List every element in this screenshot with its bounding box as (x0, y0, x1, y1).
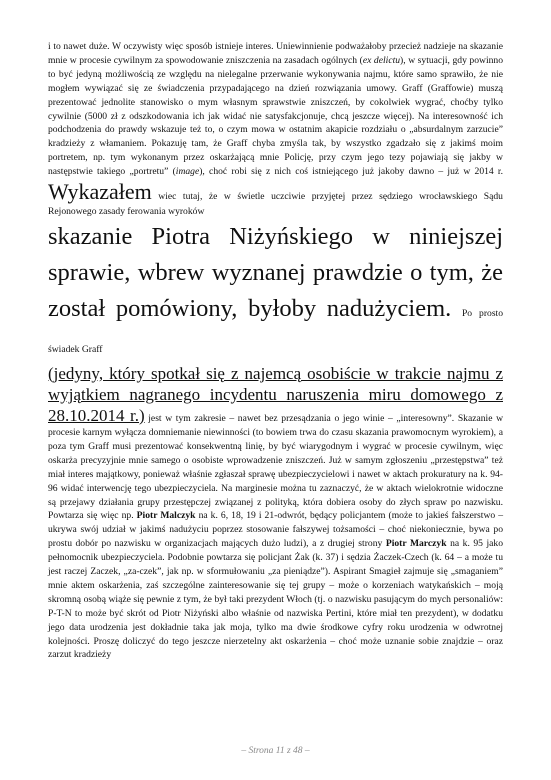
name-bold: Piotr Marczyk (385, 538, 447, 550)
paragraph: i to nawet duże. W oczywisty więc sposób istnieje interes. Uniewinnienie podważałoby przecież nadzieje na skazanie mnie w procesie cywilnym za spowodowanie zniszczenia na zasadach ogólnych (ex delictu), w sytuacji, gdy powinno to być jedyną możliwością ze względu na nielegalne przerwanie wykonywania najmu, które samo sprawiło, że nie mogłem wywiązać się ze świadczenia przypadającego na dzień rozwiązania umowy. Graff (Graffowie) muszą prezentować jednolite stanowisko o mym własnym sprawstwie zniszczeń, by cokolwiek wygrać, choćby tylko cywilnie (5000 zł z odszkodowania ich jak widać nie satysfakcjonuje, chcą jeszcze więcej). Na interesowność ich podchodzenia do prawdy wskazuje też to, o czym mowa w ostatnim akapicie rozdziału o „absurdalnym zarzucie” kradzieży z włamaniem. Pokazuję tam, że Graff chyba zmyśla tak, by wszystko zgadzało się z jakimś moim portretem, np. tym wykonanym przez oskarżającą mnie Policję, przy czym jego tezy pojawiają się jakby w następstwie takiego „portretu” (image), choć robi się z nich coś istniejącego już jakoby dawno – już w 2014 r. Wykazałem wiec tutaj, że w świetle uczciwie przyjętej przez sędziego wrocławskiego Sądu Rejonowego zasady ferowania wyroków (48, 41, 504, 218)
emphasis-heading: skazanie Piotra Niżyńskiego w niniejszej sprawie, wbrew wyznanej prawdzie o tym, że został pomówiony, byłoby nadużyciem. Po prosto świadek Graff (48, 222, 504, 355)
page-number: – Strona 11 z 48 – (241, 746, 310, 756)
name-bold: Piotr Malczyk (136, 510, 196, 522)
body-text (48, 40, 503, 662)
paragraph: (jedyny, który spotkał się z najemcą osobiście w trakcie najmu z wyjątkiem nagranego incydentu naruszenia miru domowego z 28.10.2014 r.) jest w tym zakresie – nawet bez przesądzania o jego winie – „interesowny”. Skazanie w procesie karnym wyłącza domniemanie niewinności (to bowiem trwa do czasu skazania prawomocnym wyrokiem), a poza tym Graff musi prezentować konsekwentną linię, by być wiarygodnym i wygrać w procesie cywilnym, więc oskarża precyzyjnie mnie samego o osobiste wprowadzenie zniszczeń. Już w samym zgłoszeniu „przestępstwa” też miał interes majątkowy, ponieważ właśnie zgłaszał sprawę ubezpieczycielowi i nawet w aktach prokuratury na k. 94-96 widać interwencję tego ubezpieczyciela. Na marginesie można tu zaznaczyć, że w aktach wielokrotnie widoczne są przejawy działania grupy przestępczej związanej z polityką, która dobiera osoby do złych spraw po nazwisku. Powtarza się więc np. Piotr Malczyk na k. 6, 18, 19 i 21-odwrót, będący policjantem (może to jakieś fałszerstwo – ukrywa swój udział w jakimś nadużyciu poprzez stosowanie fałszywej tożsamości – choć niekoniecznie, bywa po prostu dobór po nazwisku w organizacjach mających dużo ludzi), a z drugiej strony Piotr Marczyk na k. 95 jako pełnomocnik ubezpieczyciela. Podobnie powtarza się policjant Żak (k. 37) i sędzia Żaczek-Czech (k. 64 – a może tu jest raczej Zaczek, „za-czek”, jak np. w sformułowaniu „za pieniądze”). Aspirant Smagieł zajmuje się „smaganiem” mnie aktem oskarżenia, zaś szczególne zainteresowanie się tej grupy – może o korzeniach watykańskich – moją skromną osobą wiąże się pewnie z tym, że był taki prezydent Włoch (tj. o nazwisku pasującym do mych personaliów: P-T-N to może być skrót od Piotr Niżyński albo właśnie od nazwiska Pertini, które miał ten prezydent), w dodatku jego data urodzenia jest dokładnie taka jak moja, tylko ma dwie środkowe cyfry roku urodzenia w odwrotnej kolejności. Proszę doliczyć do tego jeszcze nierzetelny akt oskarżenia – choć może uznanie sobie znajdzie – oraz zarzut kradzieży (48, 363, 504, 661)
emphasis-large: Wykazałem (48, 179, 152, 205)
english-term: image (175, 166, 200, 178)
latin-term: ex delictu (362, 54, 401, 66)
underlined-emphasis: (jedyny, który spotkał się z najemcą osobiście w trakcie najmu z wyjątkiem nagranego incydentu naruszenia miru domowego z 28.10.2014 r.) (48, 363, 503, 425)
